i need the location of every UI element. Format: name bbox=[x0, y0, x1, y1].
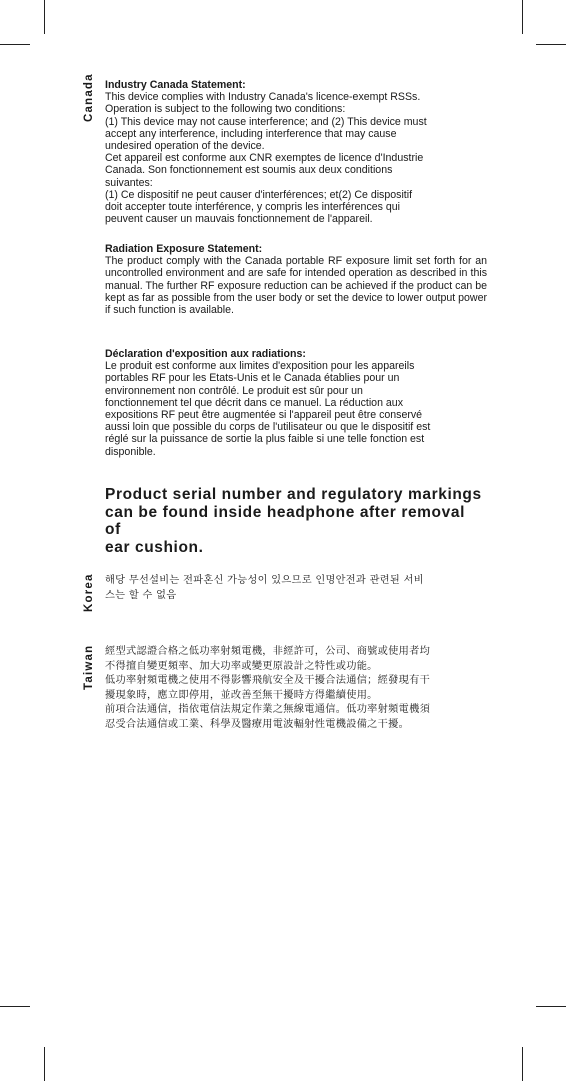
serial-notice-line: Product serial number and regulatory markings bbox=[105, 486, 482, 503]
serial-notice-line: ear cushion. bbox=[105, 538, 204, 556]
serial-notice-line: can be found inside headphone after removal of bbox=[105, 503, 465, 538]
declaration-line: portables RF pour les Etats-Unis et le Canada établies pour un bbox=[105, 372, 400, 385]
crop-mark-top-left-vertical bbox=[44, 0, 45, 34]
declaration-line: réglé sur la puissance de sortie la plus faible si une telle fonction est bbox=[105, 433, 425, 446]
declaration-line: fonctionnement tel que décrit dans ce manuel. La réduction aux bbox=[105, 396, 403, 409]
side-label-canada: Canada bbox=[83, 73, 95, 122]
korea-line: 해당 무선설비는 전파혼신 가능성이 있으므로 인명안전과 관련된 서비 bbox=[105, 575, 424, 586]
declaration-line: disponible. bbox=[105, 445, 156, 458]
industry-line: This device complies with Industry Canada's licence-exempt RSSs. bbox=[105, 91, 421, 104]
crop-mark-bottom-left-vertical bbox=[44, 1047, 45, 1081]
taiwan-statement bbox=[105, 645, 490, 732]
taiwan-line: 不得擅自變更頻率、加大功率或變更原設計之特性或功能。 bbox=[105, 660, 378, 672]
industry-line: peuvent causer un mauvais fonctionnement de l'appareil. bbox=[105, 213, 373, 226]
crop-mark-top-right-vertical bbox=[522, 0, 523, 34]
industry-canada-heading: Industry Canada Statement: bbox=[105, 79, 246, 91]
serial-number-notice bbox=[105, 486, 485, 556]
side-label-taiwan: Taiwan bbox=[83, 644, 95, 690]
crop-mark-bottom-left-horizontal bbox=[0, 1006, 30, 1007]
industry-canada-statement bbox=[105, 79, 487, 225]
taiwan-line: 經型式認證合格之低功率射頻電機，非經許可，公司、商號或使用者均 bbox=[105, 646, 431, 657]
industry-line: doit accepter toute interférence, y compris les interférences qui bbox=[105, 201, 401, 214]
radiation-exposure-statement bbox=[105, 243, 487, 316]
declaration-line: environnement non contrôlé. Le produit est sûr pour un bbox=[105, 384, 363, 397]
declaration-line: expositions RF peut être augmentée si l'appareil peut être conservé bbox=[105, 409, 423, 422]
crop-mark-top-right-horizontal bbox=[536, 44, 566, 45]
side-label-korea: Korea bbox=[83, 573, 95, 612]
industry-line: (1) This device may not cause interference; and (2) This device must bbox=[105, 115, 427, 128]
declaration-line: Le produit est conforme aux limites d'exposition pour les appareils bbox=[105, 360, 415, 373]
taiwan-line: 忍受合法通信或工業、科學及醫療用電波輻射性電機設備之干擾。 bbox=[105, 718, 410, 730]
korea-line: 스는 할 수 없음 bbox=[105, 589, 177, 601]
declaration-heading: Déclaration d'exposition aux radiations: bbox=[105, 348, 306, 360]
taiwan-line: 擾現象時，應立即停用，並改善至無干擾時方得繼續使用。 bbox=[105, 689, 378, 701]
taiwan-line: 前項合法通信，指依電信法規定作業之無線電通信。低功率射頻電機須 bbox=[105, 704, 431, 715]
korea-statement bbox=[105, 574, 490, 603]
industry-line: Cet appareil est conforme aux CNR exemptes de licence d'Industrie bbox=[105, 152, 424, 165]
industry-line: (1) Ce dispositif ne peut causer d'interférences; et(2) Ce dispositif bbox=[105, 188, 413, 201]
crop-mark-bottom-right-vertical bbox=[522, 1047, 523, 1081]
declaration-exposition bbox=[105, 348, 487, 458]
radiation-heading: Radiation Exposure Statement: bbox=[105, 243, 263, 255]
crop-mark-bottom-right-horizontal bbox=[536, 1006, 566, 1007]
declaration-line: aussi loin que possible du corps de l'utilisateur ou que le dispositif est bbox=[105, 421, 431, 434]
crop-mark-top-left-horizontal bbox=[0, 44, 30, 45]
industry-line: Canada. Son fonctionnement est soumis aux deux conditions bbox=[105, 164, 393, 177]
industry-line: suivantes: bbox=[105, 176, 153, 189]
industry-line: undesired operation of the device. bbox=[105, 140, 265, 153]
taiwan-line: 低功率射頻電機之使用不得影響飛航安全及干擾合法通信；經發現有干 bbox=[105, 675, 431, 686]
industry-line: accept any interference, including interference that may cause bbox=[105, 127, 397, 140]
industry-line: Operation is subject to the following two conditions: bbox=[105, 103, 346, 116]
radiation-text: The product comply with the Canada portable RF exposure limit set forth for an uncontrolled environment and are safe for intended operation as described in this manual. The further RF exposure reduction can be achieved if the product can be kept as far as possible from the user body or set the device to lower output power if such function is available. bbox=[105, 255, 487, 317]
